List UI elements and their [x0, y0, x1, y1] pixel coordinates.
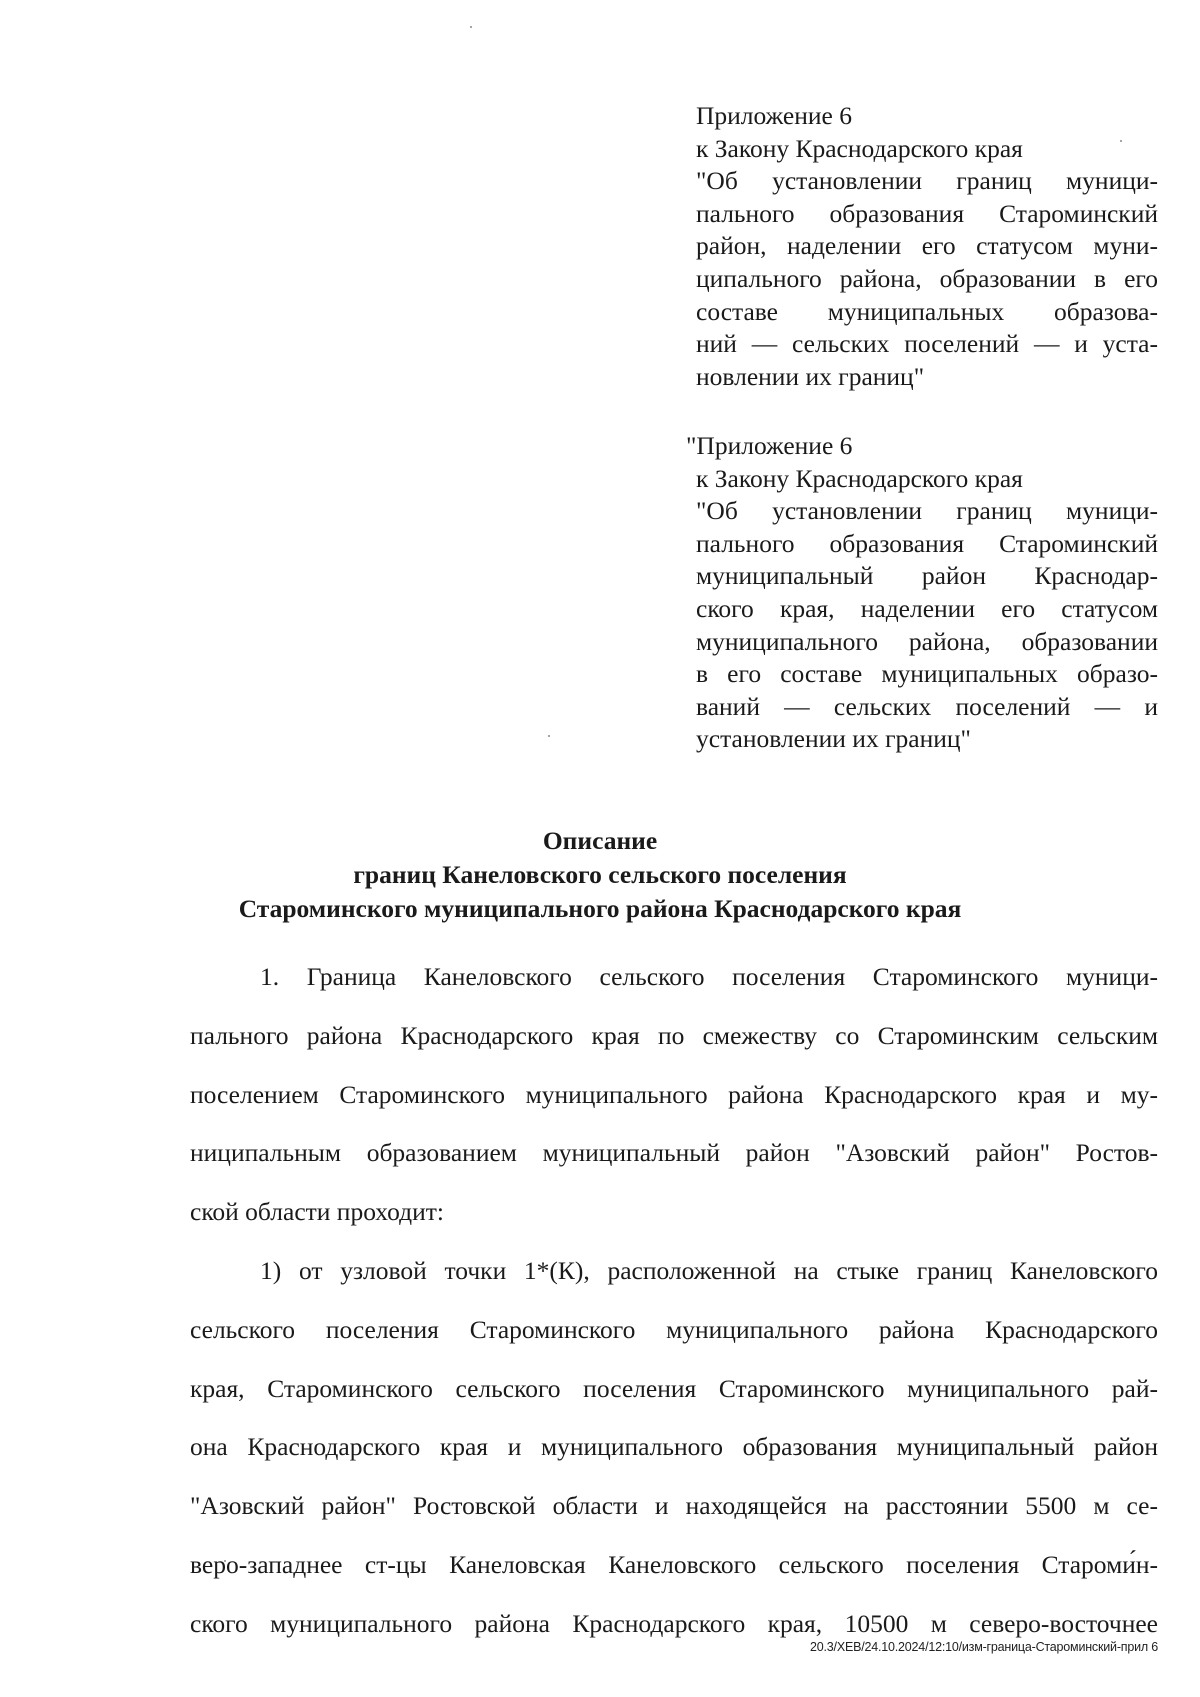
document-title [0, 824, 1200, 926]
body-line: сельского поселения Староминского муниципального района Краснодарского [190, 1314, 1158, 1344]
body-line: "Азовский район" Ростовской области и находящейся на расстоянии 5500 м се- [190, 1491, 1158, 1521]
appendix-old-line: ципального района, образовании в его [696, 263, 1158, 293]
appendix-old-line: "Об установлении границ муници- [696, 166, 1158, 196]
appendix-new-line: ваний — сельских поселений — и [696, 691, 1158, 721]
footer-reference: 20.3/ХЕВ/24.10.2024/12:10/изм-граница-Староминский-прил 6 [810, 1640, 1158, 1654]
appendix-new-line: установлении их границ" [696, 724, 971, 754]
body-line: края, Староминского сельского поселения Староминского муниципального рай- [190, 1373, 1158, 1403]
appendix-header-old [696, 100, 1158, 393]
body-line: ниципальным образованием муниципальный район "Азовский район" Ростов- [190, 1138, 1158, 1168]
appendix-new-line: "Приложение 6 [686, 431, 853, 460]
body-line: поселением Староминского муниципального района Краснодарского края и му- [190, 1079, 1158, 1109]
body-line: веро-западнее ст-цы Канеловская Канеловского сельского поселения Староми́н- [190, 1549, 1158, 1579]
title-line: границ Канеловского сельского поселения [353, 860, 847, 889]
appendix-old-line: к Закону Краснодарского края [696, 133, 1023, 163]
appendix-old-line: составе муниципальных образова- [696, 296, 1158, 326]
title-line: Описание [542, 826, 658, 855]
scan-speck [548, 735, 550, 737]
appendix-old-line: ний — сельских поселений — и уста- [696, 329, 1158, 359]
appendix-new-line: в его составе муниципальных образо- [696, 659, 1158, 689]
appendix-new-line: "Об установлении границ муници- [696, 496, 1158, 526]
appendix-new-line: ского края, наделении его статусом [696, 593, 1158, 623]
appendix-new-line: пального образования Староминский [696, 528, 1158, 558]
appendix-new-line: к Закону Краснодарского края [696, 463, 1023, 493]
appendix-old-line: район, наделении его статусом муни- [696, 231, 1158, 261]
appendix-old-line: Приложение 6 [696, 101, 852, 130]
appendix-new-line: муниципальный район Краснодар- [696, 561, 1158, 591]
body-line: пального района Краснодарского края по смежеству со Староминским сельским [190, 1020, 1158, 1050]
appendix-old-line: пального образования Староминский [696, 198, 1158, 228]
body-line: она Краснодарского края и муниципального образования муниципальный район [190, 1432, 1158, 1462]
scan-speck [470, 26, 472, 28]
appendix-old-line: новлении их границ" [696, 361, 925, 391]
appendix-header-new [686, 430, 1158, 756]
body-line: 1. Граница Канеловского сельского поселения Староминского муници- [260, 962, 1158, 991]
body-line: 1) от узловой точки 1*(К), расположенной на стыке границ Канеловского [260, 1255, 1158, 1285]
body-line: ского муниципального района Краснодарского края, 10500 м северо-восточнее [190, 1608, 1158, 1638]
body-line: ской области проходит: [190, 1197, 444, 1227]
appendix-new-line: муниципального района, образовании [696, 626, 1158, 656]
title-line: Староминского муниципального района Краснодарского края [238, 894, 962, 923]
document-body [190, 948, 1158, 1654]
